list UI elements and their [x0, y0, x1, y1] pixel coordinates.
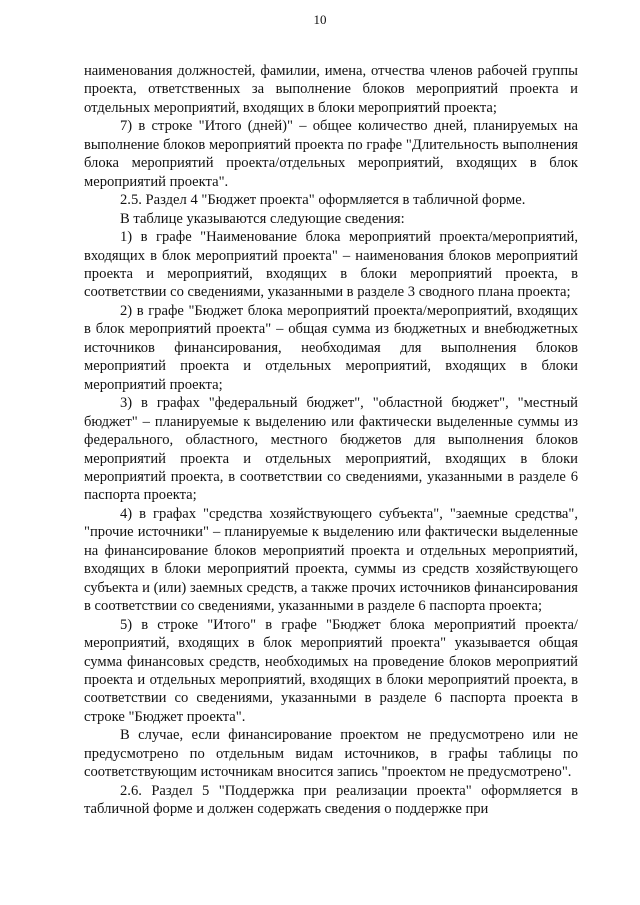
- paragraph-item-3: 3) в графах "федеральный бюджет", "областной бюджет", "местный бюджет" – планируемые к выделению или фактически выделенные суммы из федерального, областного, местного бюджетов для выполнения блоков мероприятий проекта и отдельных мероприятий, входящих в блоки мероприятий проекта, в соответствии со сведениями, указанными в разделе 6 паспорта проекта;: [84, 395, 578, 504]
- paragraph-item-2: 2) в графе "Бюджет блока мероприятий проекта/мероприятий, входящих в блок мероприятий проекта" – общая сумма из бюджетных и внебюджетных источников финансирования, необходимая для выполнения блоков мероприятий проекта и отдельных мероприятий, входящих в блоки мероприятий проекта;: [84, 302, 578, 393]
- paragraph-section-2-5: 2.5. Раздел 4 "Бюджет проекта" оформляется в табличной форме.: [120, 192, 526, 209]
- paragraph-section-2-6: 2.6. Раздел 5 "Поддержка при реализации проекта" оформляется в табличной форме и должен содержать сведения о поддержке при: [84, 782, 578, 818]
- paragraph-no-funding: В случае, если финансирование проектом не предусмотрено или не предусмотрено по отдельным видам источников, в графы таблицы по соответствующим источникам вносится запись "проектом не предусмотрено".: [84, 727, 578, 781]
- paragraph-item-5: 5) в строке "Итого" в графе "Бюджет блока мероприятий проекта/ мероприятий, входящих в блок мероприятий проекта" указывается общая сумма финансовых средств, необходимых на проведение блоков мероприятий проекта и отдельных мероприятий, входящих в блоки мероприятий проекта, в соответствии со сведениями, указанными в разделе 6 паспорта проекта в строке "Бюджет проекта".: [84, 616, 578, 725]
- document-body: [84, 62, 578, 819]
- paragraph-item-7: 7) в строке "Итого (дней)" – общее количество дней, планируемых на выполнение блоков мероприятий проекта по графе "Длительность выполнения блока мероприятий проекта/отдельных мероприятий, входящих в блок мероприятий проекта".: [84, 118, 578, 190]
- paragraph-item-4: 4) в графах "средства хозяйствующего субъекта", "заемные средства", "прочие источники" – планируемые к выделению или фактически выделенные на финансирование блоков мероприятий проекта и отдельных мероприятий, входящих в блоки мероприятий проекта, суммы из средств хозяйствующего субъекта и (или) заемных средств, а также прочих источников финансирования в соответствии со сведениями, указанными в разделе 6 паспорта проекта;: [84, 505, 578, 615]
- paragraph-continuation: наименования должностей, фамилии, имена, отчества членов рабочей группы проекта, ответственных за выполнение блоков мероприятий проекта и отдельных мероприятий, входящих в блоки мероприятий проекта;: [84, 63, 578, 116]
- page-number: 10: [313, 12, 327, 27]
- paragraph-item-1: 1) в графе "Наименование блока мероприятий проекта/мероприятий, входящих в блок мероприятий проекта" – наименования блоков мероприятий проекта и мероприятий, входящих в блоки мероприятий проекта, в соответствии со сведениями, указанными в разделе 3 сводного плана проекта;: [84, 229, 578, 301]
- paragraph-table-intro: В таблице указываются следующие сведения:: [120, 210, 405, 227]
